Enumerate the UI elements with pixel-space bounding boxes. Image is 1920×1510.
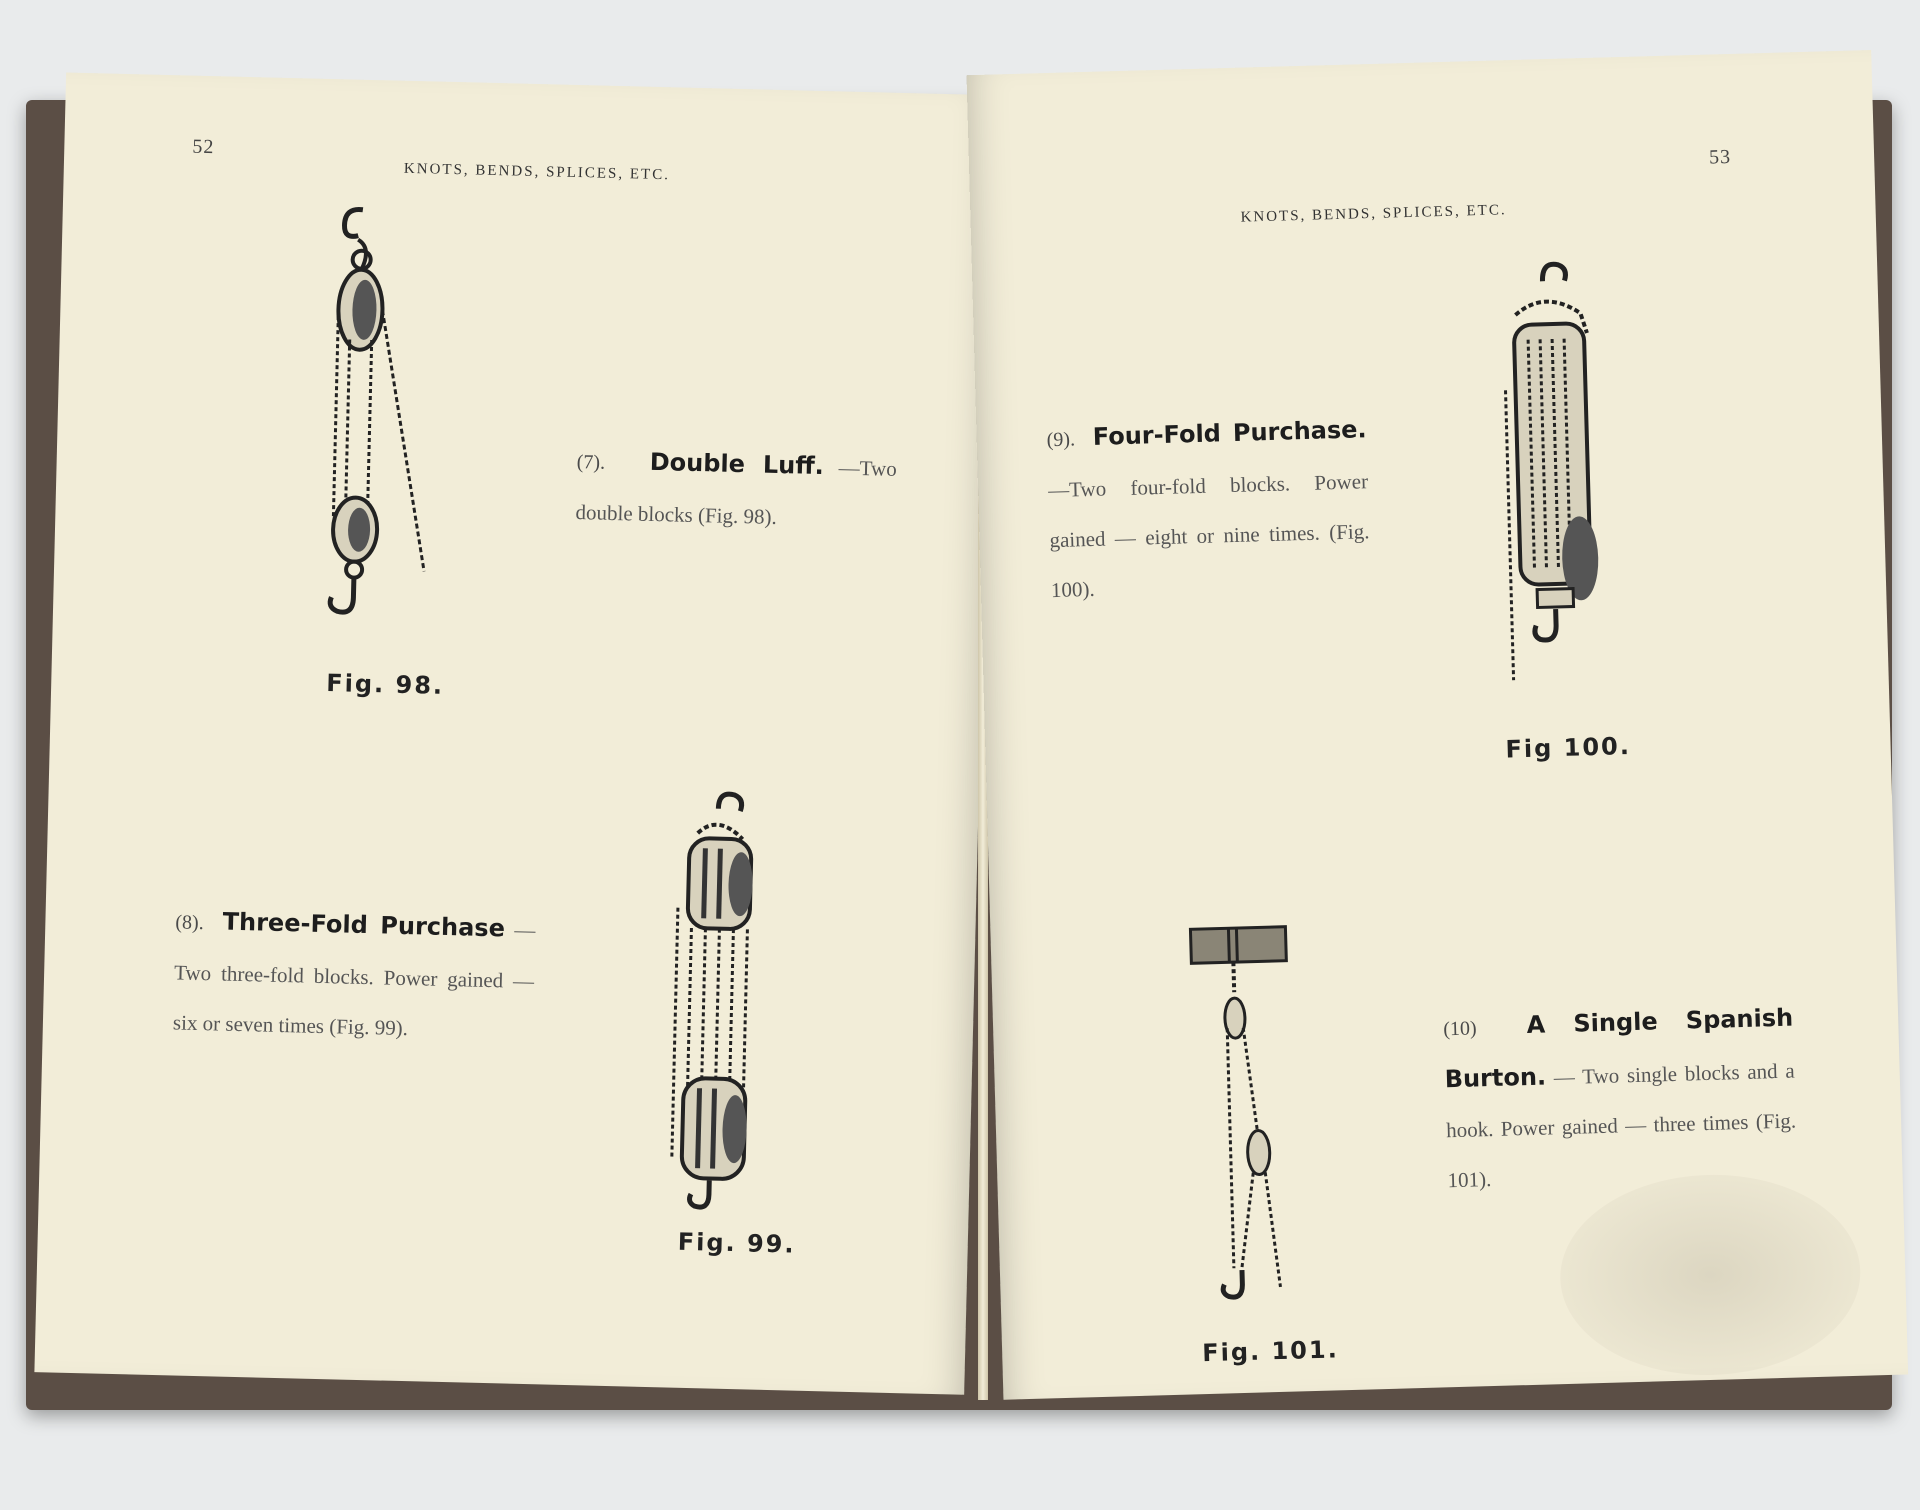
figure-caption: Fig. 101. bbox=[1201, 1335, 1340, 1368]
entry-number: (8). bbox=[175, 911, 205, 935]
entry-title: Four-Fold Purchase. bbox=[1092, 415, 1367, 451]
entry-title: Three-Fold Purchase bbox=[222, 907, 506, 943]
left-page bbox=[34, 72, 995, 1394]
entry-description: —Two four-fold blocks. Power gained — eight or nine times. (Fig. 100). bbox=[1047, 469, 1370, 603]
entry-number: (9). bbox=[1046, 428, 1076, 452]
four-fold-purchase-illustration bbox=[1492, 257, 1625, 710]
figure-caption: Fig. 98. bbox=[325, 669, 445, 700]
entry-title: A Single Spanish Burton. bbox=[1444, 1003, 1794, 1094]
running-head: KNOTS, BENDS, SPLICES, ETC. bbox=[403, 160, 671, 184]
entry-three-fold-purchase bbox=[172, 895, 536, 1056]
page-number: 53 bbox=[1708, 145, 1732, 169]
entry-four-fold-purchase bbox=[1046, 404, 1372, 615]
three-fold-purchase-illustration bbox=[658, 787, 788, 1220]
entry-single-spanish-burton bbox=[1443, 993, 1799, 1206]
entry-double-luff bbox=[575, 435, 897, 545]
entry-description: — Two single blocks and a hook. Power gained — three times (Fig. 101). bbox=[1445, 1058, 1797, 1193]
figure-caption: Fig. 99. bbox=[677, 1227, 796, 1259]
entry-title: Double Luff. bbox=[649, 447, 825, 481]
entry-number: (7). bbox=[576, 451, 606, 474]
entry-description: —Two three-fold blocks. Power gained — six or seven times (Fig. 99). bbox=[172, 917, 536, 1041]
page-number: 52 bbox=[192, 135, 215, 159]
paper-smudge bbox=[1558, 1171, 1863, 1379]
double-luff-block-illustration bbox=[312, 199, 463, 652]
spanish-burton-illustration bbox=[1180, 916, 1331, 1320]
figure-caption: Fig 100. bbox=[1505, 731, 1632, 764]
running-head: KNOTS, BENDS, SPLICES, ETC. bbox=[1240, 202, 1507, 226]
right-page bbox=[967, 50, 1909, 1400]
entry-number: (10) bbox=[1443, 1017, 1477, 1041]
entry-description: —Two double blocks (Fig. 98). bbox=[575, 455, 898, 529]
